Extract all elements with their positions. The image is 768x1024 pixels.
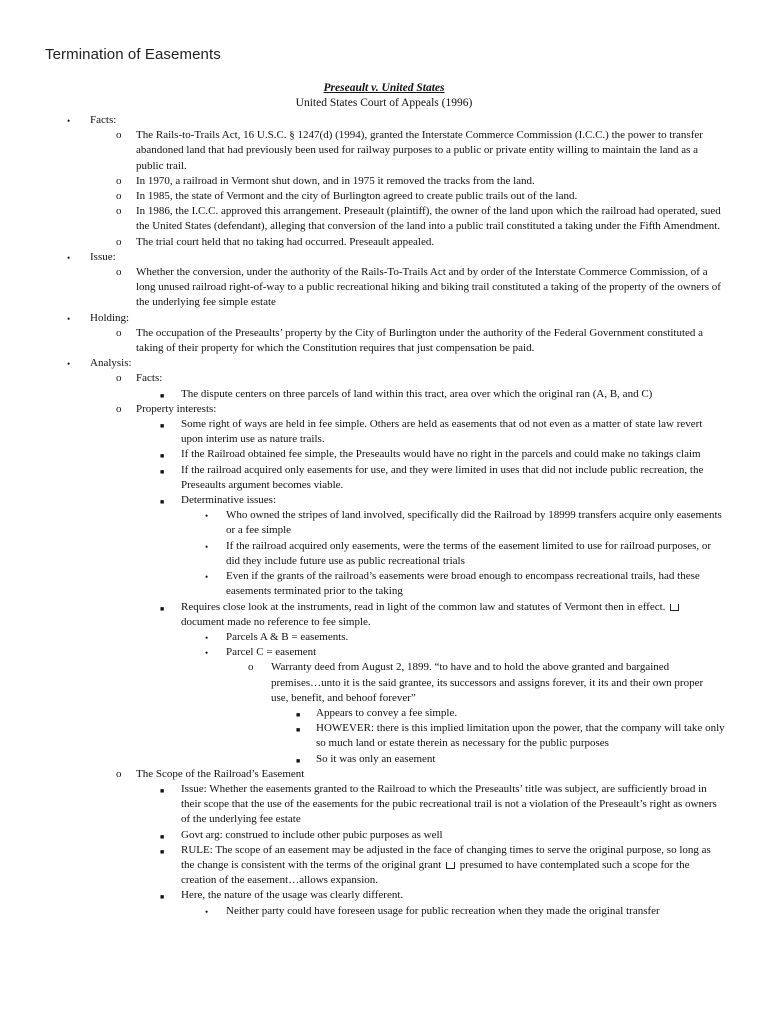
- rule-text-cont: presumed to have contemplated such a scope for the creation of the easement…allows expansion.: [181, 858, 690, 887]
- rule-text: RULE: The scope of an easement may be adjusted in the face of changing times to serve the original purpose, so long as the change is consistent with the terms of the original grant: [181, 843, 711, 871]
- therefore-symbol-icon: [670, 604, 679, 611]
- square-marker: ■: [296, 710, 301, 719]
- bullet-marker: •: [67, 359, 71, 370]
- fact-text: The trial court held that no taking had occurred. Preseault appealed.: [136, 235, 435, 248]
- requires-text: Requires close look at the instruments, read in light of the common law and statutes of Vermont then in effect.: [181, 600, 666, 613]
- holding-label: Holding:: [90, 311, 130, 324]
- warranty-point: So it was only an easement: [316, 752, 436, 765]
- circle-marker: o: [116, 402, 122, 415]
- square-marker: ■: [296, 756, 301, 765]
- warranty-point: HOWEVER: there is this implied limitation upon the power, that the company will take only so much land or estate therein as necessary for the public purposes: [316, 722, 725, 750]
- circle-marker: o: [116, 205, 122, 218]
- here-text: Here, the nature of the usage was clearly different.: [181, 889, 404, 902]
- facts-section: [0, 113, 728, 128]
- circle-marker: o: [116, 266, 122, 279]
- list-item: [0, 888, 726, 903]
- square-marker: ■: [160, 604, 165, 613]
- list-item: [0, 828, 726, 843]
- issue-section: [0, 250, 728, 265]
- list-item: [0, 645, 723, 660]
- list-item: [0, 387, 726, 402]
- circle-marker: o: [116, 235, 122, 248]
- square-marker: ■: [160, 832, 165, 841]
- list-item: [0, 402, 721, 417]
- parcel-c-text: Parcel C = easement: [226, 646, 317, 659]
- square-marker: ■: [160, 893, 165, 902]
- fact-text: In 1986, the I.C.C. approved this arrangement. Preseault (plaintiff), the owner of the land upon which the railroad had operated, sued the United States (defendant), alleging that conversion of the land into a public trail constituted a taking under the Fifth Amendment.: [136, 205, 721, 233]
- determinative-label: Determinative issues:: [181, 494, 277, 507]
- warranty-point: Appears to convey a fee simple.: [316, 706, 458, 719]
- circle-marker: o: [116, 174, 122, 187]
- square-marker: ■: [160, 498, 165, 507]
- list-item: [0, 630, 723, 645]
- requires-text-cont: document made no reference to fee simple.: [181, 615, 371, 628]
- list-item: [0, 569, 723, 599]
- bullet-marker: •: [67, 313, 71, 324]
- issue-text: Whether the conversion, under the authority of the Rails-To-Trails Act and by order of the Interstate Commerce Commission, of a long unused railroad right-of-way to a public recreational hiking and biking trail constituted a taking of the property of the owners of the underlying fee simple estate: [136, 266, 721, 309]
- bullet-marker: •: [67, 116, 71, 126]
- bullet-marker: •: [67, 252, 71, 263]
- square-marker: ■: [160, 847, 165, 856]
- govt-arg-text: Govt arg: construed to include other pubic purposes as well: [181, 828, 443, 841]
- bullet-marker: •: [205, 906, 209, 917]
- warranty-text: Warranty deed from August 2, 1899. “to have and to hold the above granted and bargained premises…unto it is the said grantee, its successors and assigns forever, it its and their own proper use, benefit, and behoof forever”: [271, 661, 704, 704]
- property-text: Some right of ways are held in fee simple. Others are held as easements that od not even as a matter of state law revert upon interim use as nature trails.: [181, 418, 703, 446]
- list-item: [0, 904, 723, 919]
- analysis-facts-label: Facts:: [136, 372, 163, 385]
- case-brief-outline: [0, 113, 768, 919]
- list-item: [0, 174, 721, 189]
- facts-label: Facts:: [90, 114, 117, 126]
- therefore-symbol-icon: [446, 862, 455, 869]
- list-item: [0, 189, 721, 204]
- circle-marker: o: [116, 190, 122, 203]
- determinative-text: Who owned the stripes of land involved, specifically did the Railroad by 18999 transfers acquire only easements or a fee simple: [226, 509, 722, 537]
- list-item: [0, 447, 726, 462]
- bullet-marker: •: [205, 541, 209, 552]
- case-name: Preseault v. United States: [323, 82, 445, 94]
- court-line: United States Court of Appeals (1996): [295, 97, 473, 109]
- list-item: [0, 660, 718, 706]
- list-item: [0, 843, 726, 889]
- list-item: [0, 721, 725, 751]
- list-item: [0, 508, 723, 538]
- bullet-marker: •: [205, 648, 209, 659]
- list-item: [0, 128, 721, 174]
- list-item: [0, 371, 721, 386]
- list-item: [0, 539, 723, 569]
- bullet-marker: •: [205, 632, 209, 643]
- determinative-text: Even if the grants of the railroad’s easements were broad enough to encompass recreational trails, had these easements terminated prior to the taking: [226, 570, 700, 598]
- list-item: [0, 767, 721, 782]
- scope-issue-text: Issue: Whether the easements granted to the Railroad to which the Preseaults’ title was subject, are sufficiently broad in their scope that the use of the easements for the pubic recreational trail is not a violation of the Preseault’s right as owners of the underlying fee estate: [181, 782, 717, 826]
- list-item: [0, 706, 725, 721]
- analysis-facts-text: The dispute centers on three parcels of land within this tract, area over which the original ran (A, B, and C): [181, 387, 653, 400]
- bullet-marker: •: [205, 572, 209, 583]
- holding-text: The occupation of the Preseaults’ property by the City of Burlington under the authority of the Federal Government constituted a taking of their property for which the Constitution requires that just compensation be paid.: [136, 326, 704, 355]
- circle-marker: o: [116, 129, 122, 142]
- circle-marker: o: [116, 767, 122, 780]
- square-marker: ■: [160, 786, 165, 795]
- square-marker: ■: [160, 452, 165, 461]
- fact-text: In 1985, the state of Vermont and the city of Burlington agreed to create public trails out of the land.: [136, 190, 578, 203]
- list-item: [0, 235, 721, 250]
- circle-marker: o: [116, 326, 122, 339]
- fact-text: The Rails-to-Trails Act, 16 U.S.C. § 1247(d) (1994), granted the Interstate Commerce Commission (I.C.C.) the power to transfer abandoned land that had previously been used for railway purposes to a public or private entity willing to maintain the land as a public trail.: [136, 129, 703, 172]
- square-marker: ■: [296, 726, 301, 735]
- list-item: [0, 600, 726, 630]
- property-text: If the Railroad obtained fee simple, the Preseaults would have no right in the parcels and could make no takings claim: [181, 448, 701, 461]
- fact-text: In 1970, a railroad in Vermont shut down, and in 1975 it removed the tracks from the land.: [136, 174, 535, 187]
- list-item: [0, 782, 726, 828]
- neither-party-text: Neither party could have foreseen usage for public recreation when they made the original transfer: [226, 904, 660, 917]
- property-interests-label: Property interests:: [136, 402, 217, 415]
- list-item: [0, 463, 726, 493]
- scope-label: The Scope of the Railroad’s Easement: [136, 767, 305, 780]
- list-item: [0, 326, 721, 356]
- circle-marker: o: [116, 372, 122, 385]
- parcels-ab-text: Parcels A & B = easements.: [226, 630, 349, 643]
- holding-section: [0, 311, 728, 326]
- list-item: [0, 204, 721, 234]
- document-title: Termination of Easements: [45, 46, 221, 63]
- list-item: [0, 493, 726, 508]
- square-marker: ■: [160, 422, 165, 431]
- property-text: If the railroad acquired only easements for use, and they were limited in uses that did not include public recreation, the Preseaults argument becomes viable.: [181, 463, 704, 491]
- circle-marker: o: [248, 661, 254, 674]
- list-item: [0, 752, 725, 767]
- analysis-section: [0, 356, 728, 371]
- list-item: [0, 417, 726, 447]
- square-marker: ■: [160, 391, 165, 400]
- square-marker: ■: [160, 467, 165, 476]
- bullet-marker: •: [205, 511, 209, 522]
- issue-label: Issue:: [90, 250, 116, 263]
- analysis-label: Analysis:: [90, 357, 132, 370]
- list-item: [0, 265, 721, 311]
- determinative-text: If the railroad acquired only easements, were the terms of the easement limited to use for railroad purposes, or did they include future use as public recreational trials: [226, 539, 712, 567]
